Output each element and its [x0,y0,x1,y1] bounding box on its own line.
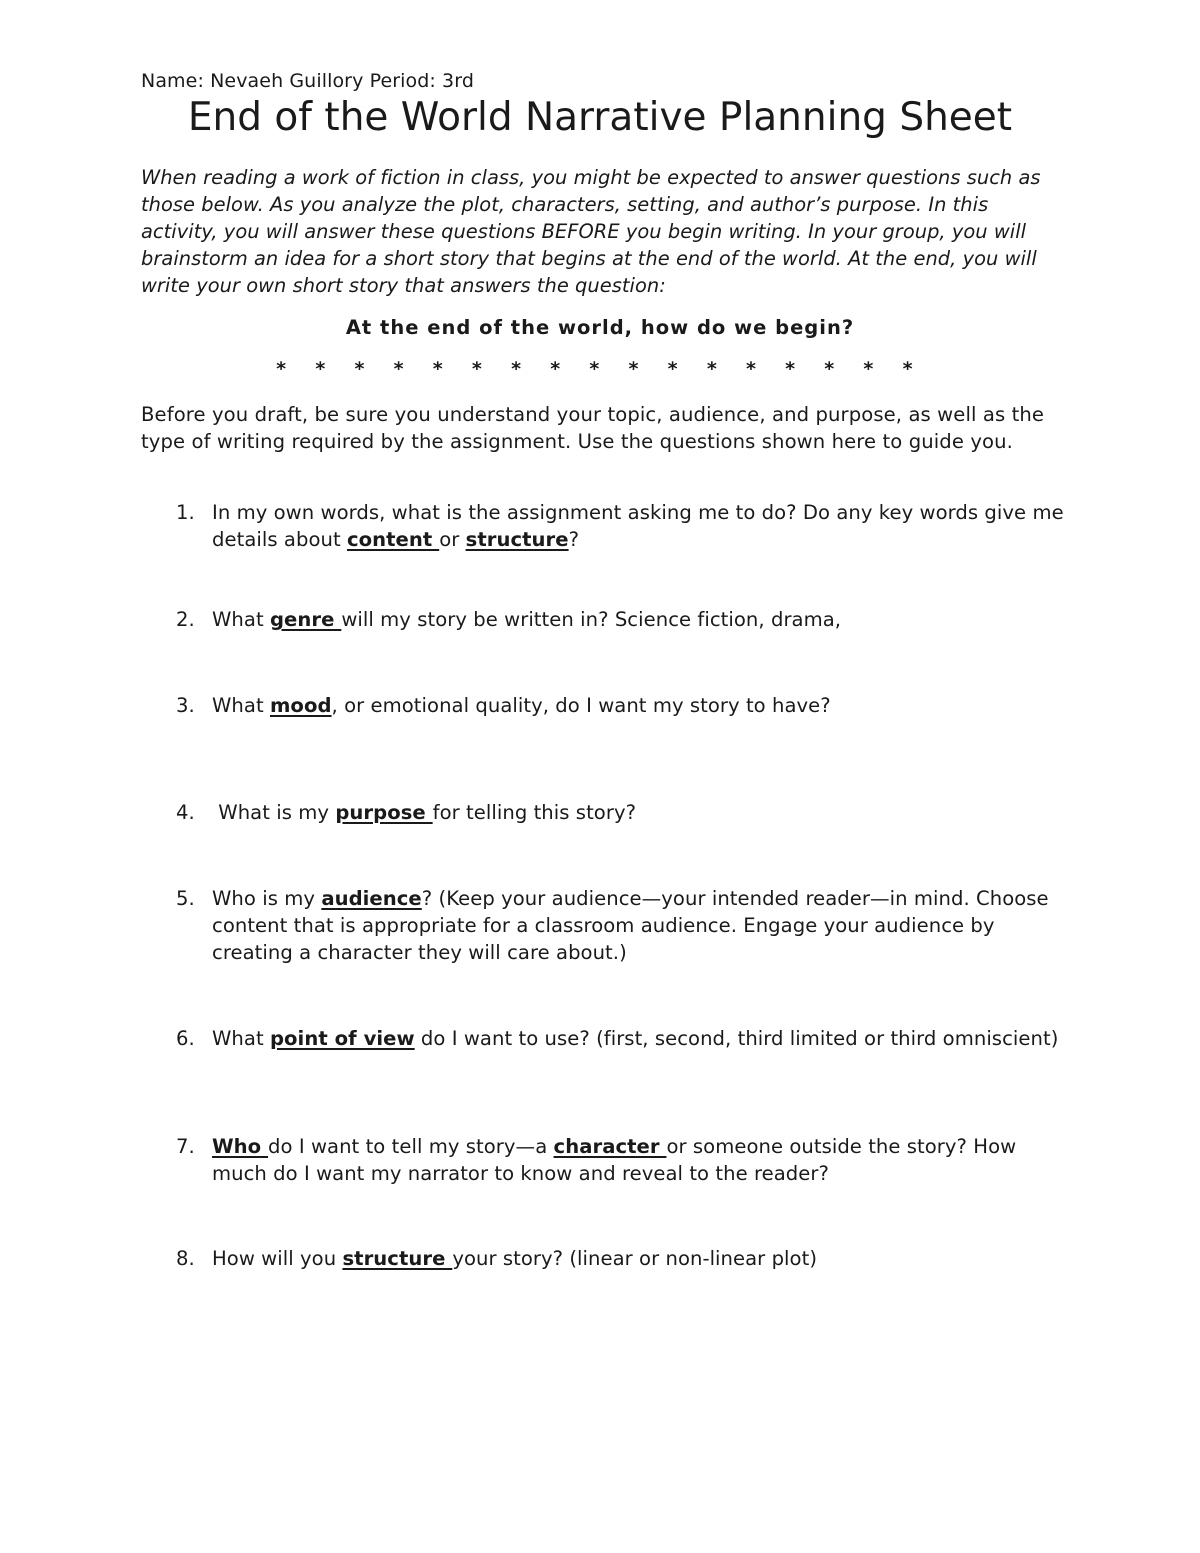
item-text-part: your story? (linear or non-linear plot) [452,1247,818,1270]
item-number: 2. [176,608,195,631]
item-text-part: do I want to use? (first, second, third limited or third omniscient) [414,1027,1059,1050]
keyword-genre: genre [269,608,342,631]
item-text-part: for telling this story? [432,801,637,824]
question-item-1 [176,499,1066,553]
item-number: 7. [176,1135,195,1158]
item-number: 5. [176,887,195,910]
keyword-structure: structure [465,528,569,551]
question-item-2 [176,606,1066,633]
keyword-structure: structure [342,1247,453,1270]
question-item-4 [176,799,1066,826]
keyword-content: content [346,528,440,551]
item-text-part: , or emotional quality, do I want my story to have? [331,694,831,717]
item-text-part: or [439,528,466,551]
item-text [212,1133,1066,1187]
item-text [212,1025,1066,1052]
item-text-part: or someone outside the story? How much do I want my narrator to know and reveal to the reader? [212,1135,1017,1185]
question-item-7 [176,1133,1066,1187]
question-item-6 [176,1025,1066,1052]
keyword-point-of-view: point of view [269,1027,415,1050]
item-number: 8. [176,1247,195,1270]
item-text [212,1245,1066,1272]
item-text [212,606,1066,633]
item-number: 3. [176,694,195,717]
item-text-part: ? (Keep your audience—your intended reader—in mind. Choose content that is appropriate for a classroom audience. Engage your audience by creating a character they will care about.) [212,887,1049,964]
central-question: At the end of the world, how do we begin? [345,316,855,339]
item-text [212,499,1066,553]
item-text-part: ? [568,528,580,551]
item-text-part: will my story be written in? Science fiction, drama, [341,608,842,631]
item-text-part: In my own words, what is the assignment asking me to do? Do any key words give me details about [212,501,1064,551]
page-title: End of the World Narrative Planning Sheet [187,95,1013,140]
keyword-who: Who [212,1135,269,1158]
keyword-mood: mood [269,694,332,717]
item-text-part: What [212,608,270,631]
item-text-part: Who is my [212,887,322,910]
item-text-part: What [212,694,270,717]
item-text-part: do I want to tell my story—a [268,1135,554,1158]
item-number: 4. [176,801,195,824]
item-text-part: How will you [212,1247,343,1270]
question-item-3 [176,692,1066,719]
item-text [212,692,1066,719]
keyword-character: character [553,1135,667,1158]
question-item-5 [176,885,1066,966]
keyword-purpose: purpose [335,801,433,824]
question-item-8 [176,1245,1066,1272]
item-text-part: What is my [212,801,336,824]
name-period-line: Name: Nevaeh Guillory Period: 3rd [141,70,474,92]
item-text-part: What [212,1027,270,1050]
lead-paragraph: Before you draft, be sure you understand your topic, audience, and purpose, as well as the type of writing required by the assignment. Use the questions shown here to guide you. [141,403,1045,453]
star-divider: * * * * * * * * * * * * * * * * * [276,358,924,380]
item-number: 1. [176,501,195,524]
item-text [212,885,1066,966]
keyword-audience: audience [321,887,422,910]
intro-paragraph: When reading a work of fiction in class, you might be expected to answer questions such as those below. As you analyze the plot, characters, setting, and author’s purpose. In this activity, you will answer these questions BEFORE you begin writing. In your group, you will brainstorm an idea for a short story that begins at the end of the world. At the end, you will write your own short story that answers the question: [141,166,1041,297]
item-number: 6. [176,1027,195,1050]
item-text [212,799,1066,826]
